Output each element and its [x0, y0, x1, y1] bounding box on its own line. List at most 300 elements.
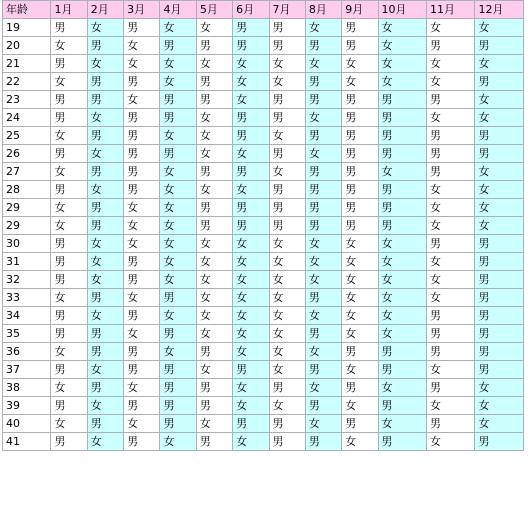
gender-cell: 男: [427, 235, 475, 253]
gender-cell: 男: [342, 217, 378, 235]
gender-cell: 女: [342, 73, 378, 91]
gender-cell: 男: [475, 271, 524, 289]
table-row: [3, 397, 524, 415]
gender-cell: 女: [305, 19, 341, 37]
gender-cell: 男: [87, 415, 123, 433]
gender-cell: 男: [269, 433, 305, 451]
gender-cell: 男: [378, 217, 426, 235]
gender-cell: 女: [51, 199, 87, 217]
gender-cell: 男: [196, 433, 232, 451]
gender-cell: 女: [475, 163, 524, 181]
gender-cell: 女: [196, 415, 232, 433]
gender-cell: 男: [305, 91, 341, 109]
gender-cell: 男: [427, 415, 475, 433]
gender-cell: 女: [378, 163, 426, 181]
gender-cell: 女: [51, 289, 87, 307]
gender-cell: 女: [305, 253, 341, 271]
gender-cell: 男: [427, 127, 475, 145]
gender-cell: 男: [475, 235, 524, 253]
gender-cell: 男: [305, 199, 341, 217]
gender-cell: 男: [342, 145, 378, 163]
gender-cell: 女: [87, 271, 123, 289]
age-cell: 40: [3, 415, 51, 433]
gender-cell: 男: [342, 343, 378, 361]
gender-cell: 男: [378, 181, 426, 199]
gender-cell: 男: [475, 127, 524, 145]
gender-cell: 男: [87, 379, 123, 397]
gender-cell: 女: [269, 271, 305, 289]
gender-cell: 女: [87, 397, 123, 415]
gender-cell: 女: [196, 145, 232, 163]
gender-cell: 女: [124, 91, 160, 109]
gender-cell: 女: [305, 55, 341, 73]
gender-cell: 男: [87, 163, 123, 181]
gender-cell: 男: [269, 91, 305, 109]
gender-cell: 男: [475, 325, 524, 343]
gender-cell: 男: [87, 91, 123, 109]
gender-cell: 女: [342, 235, 378, 253]
gender-cell: 男: [427, 307, 475, 325]
gender-cell: 女: [233, 271, 269, 289]
gender-cell: 男: [475, 433, 524, 451]
gender-cell: 男: [475, 307, 524, 325]
gender-cell: 女: [269, 127, 305, 145]
gender-cell: 男: [233, 361, 269, 379]
gender-cell: 男: [160, 37, 196, 55]
gender-cell: 女: [342, 361, 378, 379]
gender-cell: 女: [475, 397, 524, 415]
gender-cell: 女: [475, 217, 524, 235]
gender-cell: 女: [124, 199, 160, 217]
table-row: [3, 145, 524, 163]
gender-cell: 男: [160, 109, 196, 127]
table-row: [3, 253, 524, 271]
gender-cell: 女: [124, 217, 160, 235]
gender-cell: 男: [124, 19, 160, 37]
gender-cell: 女: [160, 163, 196, 181]
age-cell: 27: [3, 163, 51, 181]
gender-cell: 男: [475, 73, 524, 91]
gender-cell: 男: [124, 253, 160, 271]
gender-cell: 男: [51, 271, 87, 289]
gender-cell: 男: [196, 73, 232, 91]
gender-cell: 男: [160, 325, 196, 343]
header-month-5: 5月: [196, 1, 232, 19]
header-month-6: 6月: [233, 1, 269, 19]
gender-cell: 男: [269, 415, 305, 433]
gender-cell: 男: [342, 415, 378, 433]
gender-cell: 男: [342, 127, 378, 145]
gender-cell: 女: [233, 379, 269, 397]
gender-cell: 女: [475, 91, 524, 109]
age-cell: 29: [3, 217, 51, 235]
gender-cell: 男: [87, 343, 123, 361]
gender-cell: 男: [51, 397, 87, 415]
gender-cell: 女: [305, 379, 341, 397]
gender-cell: 男: [475, 145, 524, 163]
gender-cell: 女: [305, 271, 341, 289]
gender-cell: 女: [427, 361, 475, 379]
gender-cell: 女: [475, 109, 524, 127]
gender-cell: 男: [342, 181, 378, 199]
gender-cell: 女: [196, 181, 232, 199]
gender-cell: 男: [233, 19, 269, 37]
gender-cell: 女: [475, 379, 524, 397]
gender-cell: 男: [233, 217, 269, 235]
gender-cell: 男: [269, 199, 305, 217]
age-cell: 26: [3, 145, 51, 163]
gender-cell: 女: [87, 253, 123, 271]
gender-cell: 女: [427, 253, 475, 271]
gender-cell: 男: [51, 109, 87, 127]
gender-cell: 男: [124, 181, 160, 199]
gender-cell: 男: [233, 37, 269, 55]
gender-cell: 女: [305, 307, 341, 325]
gender-cell: 女: [233, 325, 269, 343]
gender-cell: 女: [269, 55, 305, 73]
gender-cell: 男: [233, 415, 269, 433]
gender-cell: 男: [305, 325, 341, 343]
table-row: [3, 307, 524, 325]
gender-cell: 男: [342, 109, 378, 127]
gender-cell: 女: [378, 253, 426, 271]
gender-cell: 男: [233, 109, 269, 127]
table-row: [3, 37, 524, 55]
gender-cell: 女: [160, 253, 196, 271]
gender-cell: 男: [51, 361, 87, 379]
gender-cell: 女: [427, 73, 475, 91]
gender-cell: 女: [160, 271, 196, 289]
gender-cell: 男: [124, 145, 160, 163]
gender-cell: 男: [124, 433, 160, 451]
table-row: [3, 181, 524, 199]
gender-cell: 女: [427, 217, 475, 235]
gender-cell: 男: [269, 145, 305, 163]
gender-cell: 女: [51, 379, 87, 397]
gender-cell: 女: [233, 433, 269, 451]
gender-cell: 男: [196, 91, 232, 109]
gender-cell: 女: [196, 307, 232, 325]
gender-cell: 女: [87, 55, 123, 73]
gender-cell: 女: [305, 145, 341, 163]
gender-cell: 男: [342, 19, 378, 37]
gender-cell: 女: [305, 109, 341, 127]
gender-cell: 女: [378, 19, 426, 37]
age-cell: 28: [3, 181, 51, 199]
gender-cell: 男: [427, 145, 475, 163]
age-cell: 33: [3, 289, 51, 307]
gender-cell: 女: [87, 19, 123, 37]
gender-cell: 女: [342, 289, 378, 307]
gender-cell: 女: [378, 379, 426, 397]
gender-cell: 男: [87, 37, 123, 55]
gender-cell: 男: [305, 163, 341, 181]
gender-cell: 男: [87, 73, 123, 91]
age-cell: 34: [3, 307, 51, 325]
gender-cell: 男: [475, 343, 524, 361]
gender-cell: 女: [305, 415, 341, 433]
gender-cell: 女: [124, 379, 160, 397]
gender-cell: 男: [378, 343, 426, 361]
header-row: [3, 1, 524, 19]
gender-cell: 男: [475, 361, 524, 379]
gender-cell: 女: [51, 415, 87, 433]
gender-cell: 男: [427, 163, 475, 181]
gender-cell: 男: [196, 199, 232, 217]
gender-cell: 男: [342, 91, 378, 109]
gender-cell: 女: [160, 235, 196, 253]
gender-cell: 女: [124, 235, 160, 253]
gender-cell: 女: [124, 37, 160, 55]
age-cell: 41: [3, 433, 51, 451]
gender-cell: 女: [233, 289, 269, 307]
gender-cell: 女: [196, 325, 232, 343]
age-cell: 22: [3, 73, 51, 91]
gender-cell: 女: [305, 343, 341, 361]
gender-cell: 男: [378, 361, 426, 379]
gender-cell: 男: [51, 253, 87, 271]
gender-cell: 女: [269, 163, 305, 181]
gender-cell: 男: [160, 397, 196, 415]
gender-cell: 女: [269, 361, 305, 379]
gender-cell: 男: [124, 307, 160, 325]
table-row: [3, 235, 524, 253]
gender-cell: 女: [233, 181, 269, 199]
gender-cell: 女: [51, 163, 87, 181]
gender-cell: 男: [305, 289, 341, 307]
gender-cell: 男: [87, 217, 123, 235]
gender-cell: 男: [475, 37, 524, 55]
gender-cell: 男: [475, 253, 524, 271]
gender-cell: 男: [196, 37, 232, 55]
gender-cell: 女: [427, 397, 475, 415]
age-cell: 25: [3, 127, 51, 145]
gender-cell: 女: [269, 73, 305, 91]
gender-cell: 男: [196, 343, 232, 361]
gender-cell: 男: [233, 163, 269, 181]
gender-prediction-table: [2, 0, 524, 451]
gender-cell: 女: [269, 253, 305, 271]
gender-cell: 男: [196, 217, 232, 235]
gender-cell: 男: [51, 19, 87, 37]
gender-cell: 女: [87, 181, 123, 199]
gender-cell: 男: [124, 343, 160, 361]
gender-cell: 女: [269, 397, 305, 415]
header-month-1: 1月: [51, 1, 87, 19]
gender-cell: 女: [342, 307, 378, 325]
gender-cell: 女: [233, 343, 269, 361]
gender-cell: 女: [475, 55, 524, 73]
gender-cell: 女: [378, 415, 426, 433]
gender-cell: 男: [342, 379, 378, 397]
gender-cell: 女: [342, 55, 378, 73]
gender-cell: 女: [124, 415, 160, 433]
gender-cell: 男: [51, 91, 87, 109]
gender-cell: 女: [51, 73, 87, 91]
gender-cell: 女: [427, 433, 475, 451]
gender-cell: 男: [342, 163, 378, 181]
gender-cell: 女: [378, 271, 426, 289]
age-cell: 24: [3, 109, 51, 127]
gender-cell: 男: [342, 37, 378, 55]
gender-cell: 男: [269, 109, 305, 127]
gender-cell: 男: [427, 379, 475, 397]
gender-cell: 女: [160, 181, 196, 199]
gender-cell: 男: [124, 109, 160, 127]
header-month-8: 8月: [305, 1, 341, 19]
gender-cell: 男: [160, 379, 196, 397]
gender-cell: 女: [378, 55, 426, 73]
gender-cell: 男: [269, 37, 305, 55]
gender-cell: 女: [233, 253, 269, 271]
gender-cell: 女: [51, 343, 87, 361]
gender-cell: 女: [342, 253, 378, 271]
gender-cell: 女: [269, 325, 305, 343]
gender-cell: 男: [269, 379, 305, 397]
gender-cell: 男: [87, 127, 123, 145]
gender-cell: 男: [160, 415, 196, 433]
gender-cell: 男: [305, 127, 341, 145]
header-month-3: 3月: [124, 1, 160, 19]
gender-cell: 男: [378, 127, 426, 145]
gender-cell: 女: [378, 73, 426, 91]
gender-cell: 男: [427, 37, 475, 55]
gender-cell: 男: [305, 181, 341, 199]
gender-cell: 男: [196, 163, 232, 181]
header-month-7: 7月: [269, 1, 305, 19]
gender-cell: 女: [475, 181, 524, 199]
gender-cell: 男: [160, 289, 196, 307]
age-cell: 23: [3, 91, 51, 109]
table-row: [3, 379, 524, 397]
gender-cell: 女: [87, 307, 123, 325]
gender-cell: 男: [305, 361, 341, 379]
gender-cell: 男: [87, 199, 123, 217]
table-row: [3, 199, 524, 217]
table-row: [3, 343, 524, 361]
gender-cell: 男: [427, 325, 475, 343]
gender-cell: 男: [160, 145, 196, 163]
age-cell: 37: [3, 361, 51, 379]
gender-cell: 男: [87, 325, 123, 343]
gender-cell: 女: [87, 145, 123, 163]
table-row: [3, 91, 524, 109]
gender-cell: 男: [51, 433, 87, 451]
gender-cell: 女: [160, 73, 196, 91]
gender-cell: 女: [427, 181, 475, 199]
gender-cell: 男: [378, 91, 426, 109]
gender-cell: 女: [87, 361, 123, 379]
gender-cell: 女: [378, 289, 426, 307]
gender-cell: 女: [196, 55, 232, 73]
header-month-9: 9月: [342, 1, 378, 19]
gender-cell: 男: [51, 181, 87, 199]
gender-cell: 男: [269, 19, 305, 37]
gender-cell: 女: [233, 307, 269, 325]
gender-cell: 女: [269, 235, 305, 253]
gender-cell: 女: [342, 433, 378, 451]
gender-cell: 男: [124, 163, 160, 181]
gender-cell: 男: [342, 199, 378, 217]
gender-cell: 男: [378, 433, 426, 451]
gender-cell: 女: [196, 361, 232, 379]
gender-cell: 女: [233, 55, 269, 73]
gender-cell: 男: [51, 325, 87, 343]
gender-cell: 女: [269, 307, 305, 325]
gender-cell: 男: [378, 199, 426, 217]
table-row: [3, 361, 524, 379]
gender-cell: 女: [196, 271, 232, 289]
gender-cell: 男: [269, 181, 305, 199]
gender-cell: 男: [124, 73, 160, 91]
gender-cell: 女: [427, 199, 475, 217]
gender-cell: 男: [233, 127, 269, 145]
gender-cell: 女: [196, 253, 232, 271]
gender-cell: 女: [160, 127, 196, 145]
gender-cell: 男: [427, 343, 475, 361]
gender-cell: 男: [305, 217, 341, 235]
gender-cell: 女: [427, 109, 475, 127]
table-row: [3, 325, 524, 343]
gender-cell: 男: [378, 145, 426, 163]
gender-cell: 女: [342, 397, 378, 415]
table-row: [3, 55, 524, 73]
gender-cell: 男: [196, 379, 232, 397]
age-cell: 20: [3, 37, 51, 55]
gender-cell: 女: [124, 55, 160, 73]
gender-cell: 男: [305, 73, 341, 91]
gender-cell: 女: [160, 343, 196, 361]
table-row: [3, 217, 524, 235]
gender-cell: 女: [427, 55, 475, 73]
gender-cell: 女: [233, 397, 269, 415]
gender-cell: 男: [160, 91, 196, 109]
header-month-4: 4月: [160, 1, 196, 19]
table-row: [3, 415, 524, 433]
gender-cell: 男: [51, 235, 87, 253]
table-row: [3, 433, 524, 451]
gender-cell: 女: [51, 217, 87, 235]
gender-cell: 女: [427, 19, 475, 37]
header-age: 年龄: [3, 1, 51, 19]
gender-cell: 男: [51, 307, 87, 325]
gender-cell: 女: [160, 217, 196, 235]
age-cell: 19: [3, 19, 51, 37]
gender-cell: 男: [124, 127, 160, 145]
gender-cell: 女: [124, 289, 160, 307]
gender-cell: 女: [196, 127, 232, 145]
gender-cell: 男: [378, 109, 426, 127]
gender-cell: 女: [305, 235, 341, 253]
age-cell: 31: [3, 253, 51, 271]
gender-cell: 女: [378, 307, 426, 325]
gender-cell: 男: [475, 289, 524, 307]
gender-cell: 女: [51, 37, 87, 55]
gender-cell: 男: [51, 55, 87, 73]
gender-cell: 男: [124, 361, 160, 379]
gender-cell: 男: [196, 397, 232, 415]
header-month-11: 11月: [427, 1, 475, 19]
gender-cell: 女: [160, 199, 196, 217]
header-month-10: 10月: [378, 1, 426, 19]
gender-cell: 女: [196, 289, 232, 307]
age-cell: 36: [3, 343, 51, 361]
gender-cell: 女: [378, 325, 426, 343]
table-row: [3, 271, 524, 289]
age-cell: 38: [3, 379, 51, 397]
gender-cell: 女: [233, 145, 269, 163]
age-cell: 39: [3, 397, 51, 415]
